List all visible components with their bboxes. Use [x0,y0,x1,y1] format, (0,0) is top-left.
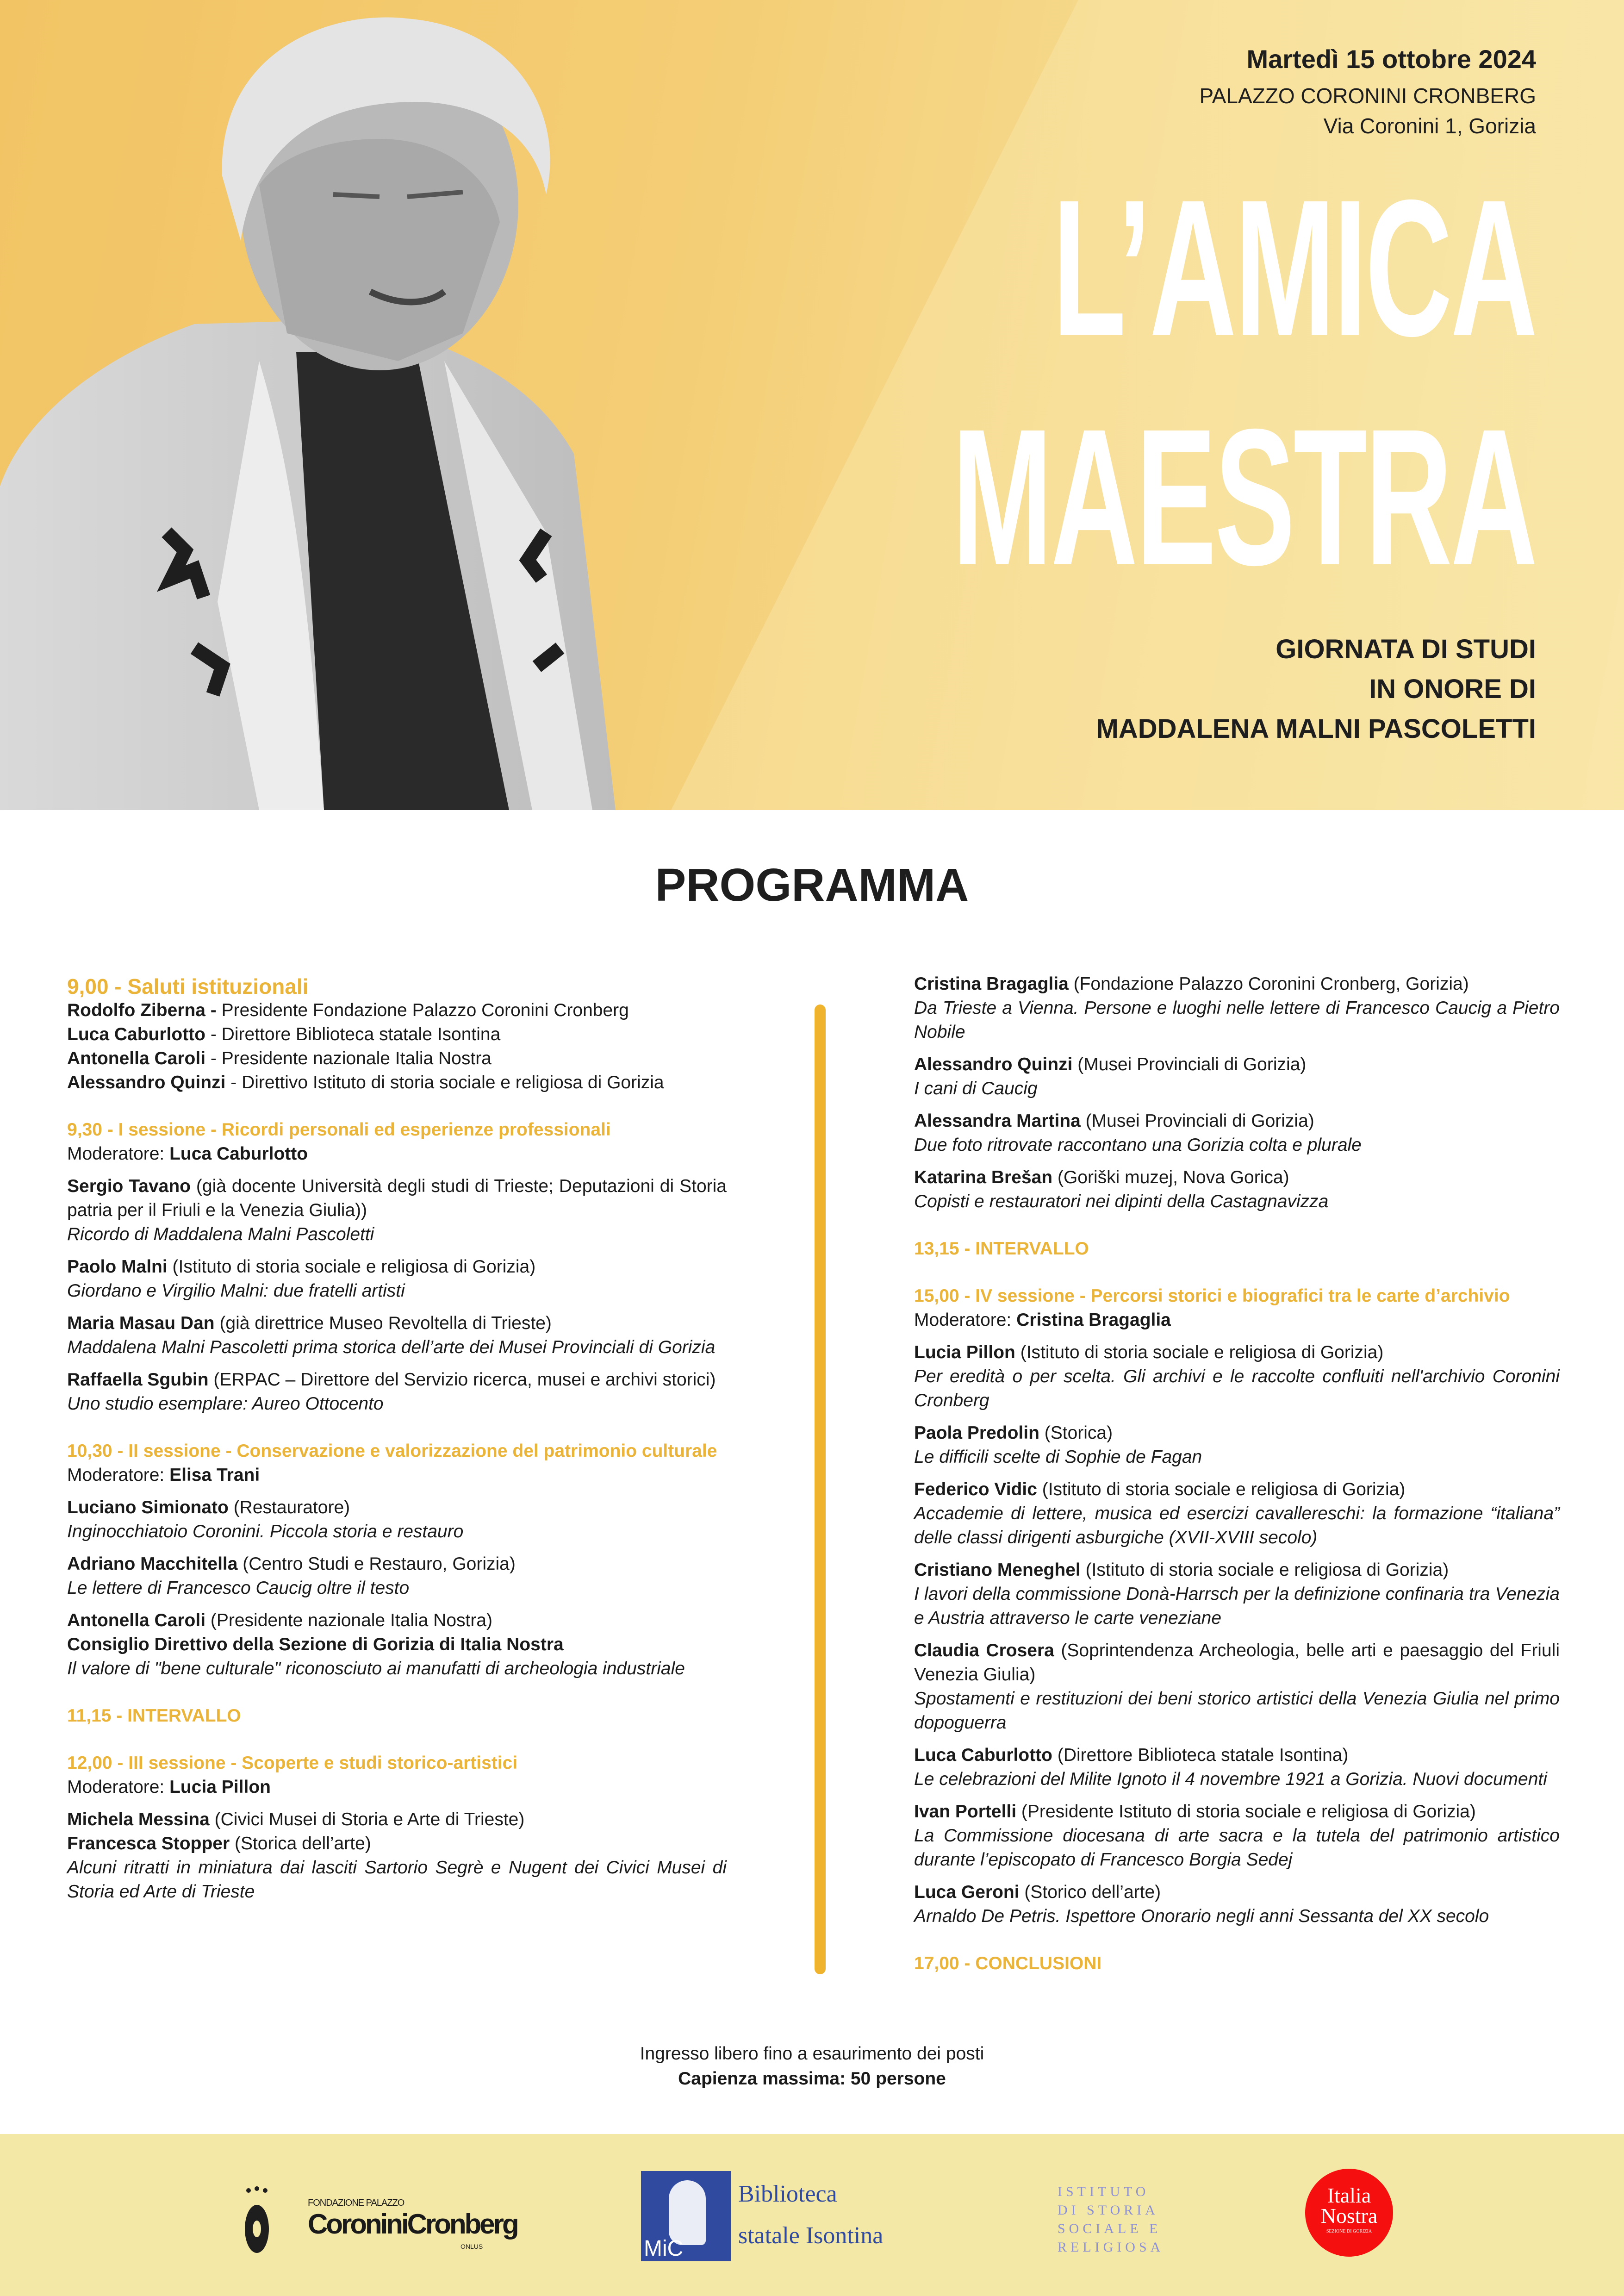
subtitle [1096,630,1537,749]
session-heading: 12,00 - III sessione - Scoperte e studi storico-artistici [67,1753,518,1773]
speaker-line [67,1609,727,1633]
speaker-name: Cristina Bragaglia [914,974,1069,994]
admission-note [0,2041,1624,2091]
program-block [67,1751,727,1904]
speaker-line [914,972,1560,996]
coronini-small-text: FONDAZIONE PALAZZO [308,2198,404,2208]
italia-nostra-logo [1305,2169,1393,2257]
speaker-affiliation: (Civici Musei di Storia e Arte di Trieste) [209,1809,525,1829]
moderator-label: Moderatore: [67,1465,170,1485]
speaker-name: Alessandro Quinzi [67,1073,226,1092]
speaker-line [914,1639,1560,1687]
session-heading: 10,30 - II sessione - Conservazione e valorizzazione del patrimonio culturale [67,1441,717,1461]
program-block [914,1284,1560,1928]
speaker-line [67,1174,727,1223]
moderator-line [67,1775,727,1799]
speaker-affiliation: (Istituto di storia sociale e religiosa di Gorizia) [1037,1479,1406,1499]
moderator-line [67,1142,727,1166]
speaker-line [914,1109,1560,1133]
speaker-affiliation: (Musei Provinciali di Gorizia) [1072,1054,1307,1074]
istituto-line: ISTITUTO [1058,2184,1150,2199]
speaker-name: Ivan Portelli [914,1802,1017,1822]
speaker-affiliation: (Istituto di storia sociale e religiosa di Gorizia) [167,1257,536,1277]
speaker-line [67,1255,727,1279]
coronini-main-text: CoroniniCronberg [308,2209,517,2240]
talk-title: Le difficili scelte di Sophie de Fagan [914,1447,1202,1467]
moderator-name: Lucia Pillon [169,1777,271,1797]
greeting-line [67,1023,727,1047]
speaker-line [67,1368,727,1392]
speaker-name: Antonella Caroli [67,1048,206,1068]
event-date: Martedì 15 ottobre 2024 [1246,44,1536,74]
title-line-2: MAESTRA [952,389,1536,606]
program-block [914,972,1560,1214]
program-block [67,1439,727,1681]
program-block [914,1237,1560,1261]
admission-line: Ingresso libero fino a esaurimento dei posti [640,2044,984,2064]
speaker-name: Sergio Tavano [67,1176,191,1196]
speaker-affiliation: (Centro Studi e Restauro, Gorizia) [237,1554,516,1574]
speaker-line [67,1311,727,1335]
speaker-line [914,1053,1560,1077]
talk-title: Le celebrazioni del Milite Ignoto il 4 novembre 1921 a Gorizia. Nuovi documenti [914,1769,1547,1789]
speaker-affiliation: (Storica) [1039,1423,1113,1443]
speaker-affiliation: (Istituto di storia sociale e religiosa di Gorizia) [1015,1342,1384,1362]
speaker-role: - Direttivo Istituto di storia sociale e religiosa di Gorizia [225,1073,664,1092]
speaker-affiliation: (Presidente Istituto di storia sociale e religiosa di Gorizia) [1016,1802,1476,1822]
talk-title: I lavori della commissione Donà-Harrsch per la definizione confinaria tra Venezia e Austria attraverso le carte veneziane [914,1584,1560,1628]
coronini-tag: ONLUS [460,2243,483,2250]
speaker-line [67,1633,727,1657]
talk-entry [914,1558,1560,1630]
speaker-name: Consiglio Direttivo della Sezione di Gorizia di Italia Nostra [67,1635,564,1654]
speaker-name: Luca Caburlotto [67,1024,205,1044]
moderator-label: Moderatore: [914,1310,1017,1330]
speaker-line [67,1808,727,1832]
mic-emblem-icon [641,2171,731,2261]
programma-title: PROGRAMMA [655,859,969,911]
talk-entry [67,1808,727,1904]
speaker-name: Paolo Malni [67,1257,168,1277]
istituto-storia-logo [1058,2183,1164,2257]
speaker-name: Federico Vidic [914,1479,1037,1499]
talk-title: Inginocchiatoio Coronini. Piccola storia e restauro [67,1522,464,1541]
talk-title: Uno studio esemplare: Aureo Ottocento [67,1394,384,1414]
hero-banner [0,0,1624,810]
moderator-label: Moderatore: [67,1777,170,1797]
moderator-label: Moderatore: [67,1144,170,1164]
speaker-name: Luca Caburlotto [914,1745,1052,1765]
greeting-line [67,998,727,1023]
talk-title: Giordano e Virgilio Malni: due fratelli artisti [67,1281,405,1301]
speaker-affiliation: (Restauratore) [228,1497,350,1517]
talk-title: I cani di Caucig [914,1079,1038,1098]
talk-title: Copisti e restauratori nei dipinti della Castagnavizza [914,1192,1329,1211]
subtitle-line: IN ONORE DI [1369,674,1536,704]
talk-title: Alcuni ritratti in miniatura dai lasciti Sartorio Segrè e Nugent dei Civici Musei di Storia ed Arte di Trieste [67,1858,727,1902]
speaker-affiliation: (Musei Provinciali di Gorizia) [1080,1111,1314,1131]
moderator-name: Luca Caburlotto [169,1144,308,1164]
program-block [67,1118,727,1416]
talk-entry [914,1341,1560,1413]
talk-title: Da Trieste a Vienna. Persone e luoghi nelle lettere di Francesco Caucig a Pietro Nobile [914,998,1560,1042]
speaker-line [914,1558,1560,1582]
biblioteca-line-2: statale Isontina [738,2222,884,2249]
speaker-line [67,1496,727,1520]
speaker-name: Francesca Stopper [67,1834,230,1853]
moderator-line [67,1463,727,1487]
talk-entry [914,1421,1560,1469]
speaker-line [914,1341,1560,1365]
talk-entry [914,1639,1560,1735]
biblioteca-isontina-logo [641,2171,928,2264]
speaker-line [67,1552,727,1576]
talk-entry [914,1166,1560,1214]
talk-entry [67,1311,727,1360]
speaker-affiliation: (Istituto di storia sociale e religiosa di Gorizia) [1080,1560,1449,1580]
speaker-affiliation: (Fondazione Palazzo Coronini Cronberg, Gorizia) [1068,974,1469,994]
talk-title: Spostamenti e restituzioni dei beni storico artistici della Venezia Giulia nel primo dopoguerra [914,1689,1560,1733]
istituto-line: SOCIALE E [1058,2221,1162,2236]
subtitle-line: MADDALENA MALNI PASCOLETTI [1096,714,1536,744]
speaker-line [67,1832,727,1856]
greeting-line [67,1071,727,1095]
istituto-line: RELIGIOSA [1058,2240,1164,2255]
sponsor-footer [0,2134,1624,2296]
italia-nostra-line-2: Nostra [1320,2204,1378,2227]
speaker-line [914,1421,1560,1445]
program-right-column [914,972,1560,1999]
speaker-affiliation: (ERPAC – Direttore del Servizio ricerca, musei e archivi storici) [208,1370,716,1390]
session-heading: 15,00 - IV sessione - Percorsi storici e biografici tra le carte d’archivio [914,1286,1510,1306]
session-heading: 9,00 - Saluti istituzionali [67,974,309,998]
speaker-name: Katarina Brešan [914,1167,1053,1187]
speaker-affiliation: (Storico dell’arte) [1019,1882,1161,1902]
title-line-1: L’AMICA [1052,160,1536,377]
speaker-line [914,1166,1560,1190]
talk-title: Le lettere di Francesco Caucig oltre il testo [67,1578,410,1598]
talk-entry [914,972,1560,1044]
speaker-role: Presidente Fondazione Palazzo Coronini Cronberg [216,1000,629,1020]
portrait-photo [0,0,703,810]
speaker-name: Luciano Simionato [67,1497,229,1517]
coronini-emblem-icon [243,2185,271,2254]
talk-title: Accademie di lettere, musica ed esercizi cavallereschi: la formazione “italiana” delle classi dirigenti asburgiche (XVII-XVIII secolo) [914,1504,1560,1547]
speaker-role: - Direttore Biblioteca statale Isontina [205,1024,501,1044]
talk-entry [67,1496,727,1544]
program-block [67,974,727,1095]
talk-entry [67,1174,727,1247]
speaker-name: Maria Masau Dan [67,1313,215,1333]
subtitle-line: GIORNATA DI STUDI [1276,634,1536,664]
talk-title: Ricordo di Maddalena Malni Pascoletti [67,1224,374,1244]
moderator-line [914,1308,1560,1332]
coronini-cronberg-logo [243,2185,539,2259]
column-divider [815,1004,826,1974]
talk-entry [67,1255,727,1303]
session-heading: 17,00 - CONCLUSIONI [914,1953,1102,1973]
istituto-line: DI STORIA [1058,2202,1159,2218]
talk-title: Arnaldo De Petris. Ispettore Onorario negli anni Sessanta del XX secolo [914,1906,1489,1926]
speaker-name: Claudia Crosera [914,1641,1054,1660]
speaker-name: Michela Messina [67,1809,210,1829]
talk-entry [67,1552,727,1600]
event-address: Via Coronini 1, Gorizia [1323,114,1536,138]
speaker-affiliation: (Presidente nazionale Italia Nostra) [205,1610,493,1630]
speaker-name: Antonella Caroli [67,1610,206,1630]
moderator-name: Elisa Trani [169,1465,260,1485]
program-block [914,1952,1560,1976]
mic-text: MiC [644,2236,684,2261]
speaker-line [914,1880,1560,1904]
talk-entry [914,1053,1560,1101]
talk-entry [914,1109,1560,1157]
speaker-affiliation: (Direttore Biblioteca statale Isontina) [1052,1745,1349,1765]
speaker-affiliation: (Soprintendenza Archeologia, belle arti e paesaggio del Friuli Venezia Giulia) [914,1641,1560,1685]
speaker-name: Luca Geroni [914,1882,1020,1902]
biblioteca-line-1: Biblioteca [738,2181,837,2207]
speaker-affiliation: (già direttrice Museo Revoltella di Trieste) [214,1313,552,1333]
speaker-name: Lucia Pillon [914,1342,1015,1362]
session-heading: 11,15 - INTERVALLO [67,1706,241,1726]
speaker-name: Alessandra Martina [914,1111,1081,1131]
talk-entry [67,1368,727,1416]
talk-title: Due foto ritrovate raccontano una Gorizia colta e plurale [914,1135,1362,1155]
program-block [67,1704,727,1728]
session-heading: 13,15 - INTERVALLO [914,1239,1089,1259]
talk-entry [914,1743,1560,1791]
speaker-name: Paola Predolin [914,1423,1039,1443]
session-heading: 9,30 - I sessione - Ricordi personali ed esperienze professionali [67,1120,611,1140]
capacity-line: Capienza massima: 50 persone [678,2069,946,2089]
talk-title: Il valore di "bene culturale" riconosciuto ai manufatti di archeologia industriale [67,1659,685,1678]
speaker-role: - Presidente nazionale Italia Nostra [205,1048,492,1068]
speaker-affiliation: (Storica dell’arte) [230,1834,371,1853]
program-left-column [67,974,727,1927]
italia-nostra-tag: SEZIONE DI GORIZIA [1326,2229,1372,2234]
greeting-line [67,1047,727,1071]
moderator-name: Cristina Bragaglia [1016,1310,1171,1330]
talk-entry [67,1609,727,1681]
speaker-name: Rodolfo Ziberna - [67,1000,217,1020]
italia-nostra-line-1: Italia [1327,2184,1371,2207]
speaker-line [914,1478,1560,1502]
talk-title: Per eredità o per scelta. Gli archivi e le raccolte confluiti nell'archivio Coronini Cronberg [914,1366,1560,1410]
speaker-affiliation: (già docente Università degli studi di Trieste; Deputazioni di Storia patria per il Friuli e la Venezia Giulia)) [67,1176,727,1220]
speaker-name: Alessandro Quinzi [914,1054,1073,1074]
talk-entry [914,1478,1560,1550]
speaker-name: Adriano Macchitella [67,1554,238,1574]
speaker-line [914,1800,1560,1824]
speaker-name: Raffaella Sgubin [67,1370,209,1390]
talk-title: Maddalena Malni Pascoletti prima storica dell’arte dei Musei Provinciali di Gorizia [67,1337,716,1357]
talk-entry [914,1880,1560,1928]
speaker-name: Cristiano Meneghel [914,1560,1081,1580]
speaker-line [914,1743,1560,1767]
talk-entry [914,1800,1560,1872]
speaker-affiliation: (Goriški muzej, Nova Gorica) [1052,1167,1289,1187]
event-venue: PALAZZO CORONINI CRONBERG [1199,84,1536,108]
talk-title: La Commissione diocesana di arte sacra e la tutela del patrimonio artistico durante l’episcopato di Francesco Borgia Sedej [914,1826,1560,1870]
